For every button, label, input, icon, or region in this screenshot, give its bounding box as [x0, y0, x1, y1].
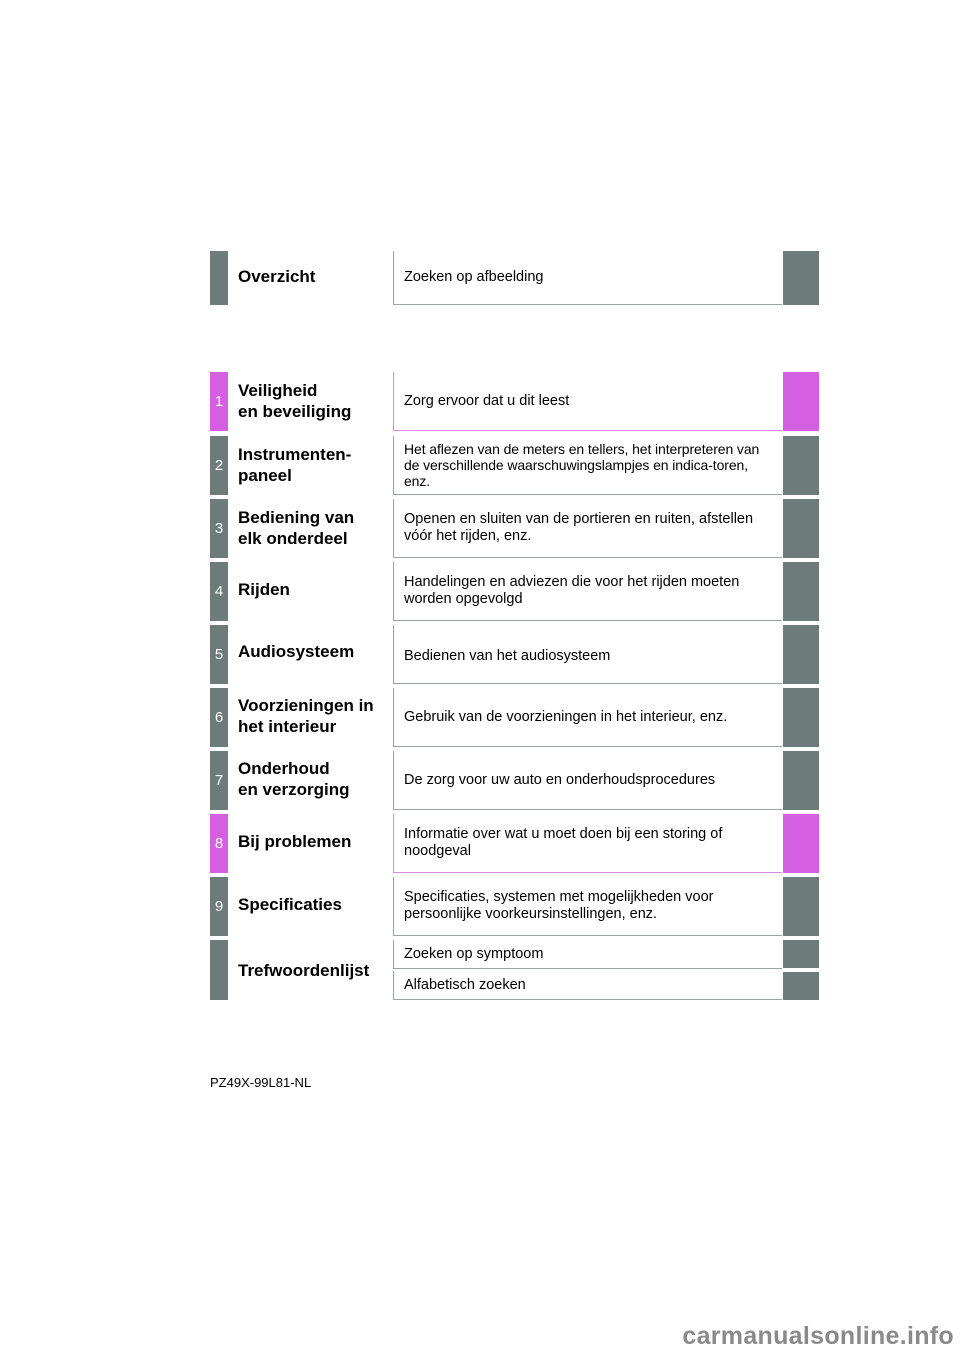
chapter-desc: Informatie over wat u moet doen bij een storing of noodgeval — [393, 814, 782, 873]
chapter-tab[interactable] — [783, 499, 819, 558]
chapter-title: Voorzieningen in het interieur — [238, 696, 374, 736]
chapter-row-6[interactable] — [210, 688, 819, 747]
chapter-tab[interactable] — [783, 562, 819, 621]
overview-tab[interactable] — [783, 251, 819, 305]
chapter-desc: Zorg ervoor dat u dit leest — [393, 372, 782, 431]
chapter-number: 6 — [210, 688, 228, 747]
chapter-tab[interactable] — [783, 688, 819, 747]
chapter-row-3[interactable] — [210, 499, 819, 558]
chapter-row-2[interactable] — [210, 436, 819, 495]
chapter-row-9[interactable] — [210, 877, 819, 936]
chapter-desc: Gebruik van de voorzieningen in het interieur, enz. — [393, 688, 782, 747]
chapter-number: 3 — [210, 499, 228, 558]
chapter-number: 1 — [210, 372, 228, 431]
chapter-number: 4 — [210, 562, 228, 621]
chapter-number: 7 — [210, 751, 228, 810]
watermark: carmanualsonline.info — [682, 1322, 954, 1350]
overview-title: Overzicht — [238, 267, 316, 286]
chapter-tab[interactable] — [783, 751, 819, 810]
chapter-title: Bij problemen — [238, 832, 352, 851]
chapter-desc: Bedienen van het audiosysteem — [393, 625, 782, 684]
index-title: Trefwoordenlijst — [238, 960, 370, 980]
index-tab-alphabetical[interactable] — [783, 972, 819, 1000]
chapter-title: Bediening van elk onderdeel — [238, 508, 355, 548]
index-tab-symptom[interactable] — [783, 940, 819, 968]
chapter-desc: Openen en sluiten van de portieren en ruiten, afstellen vóór het rijden, enz. — [393, 499, 782, 558]
chapter-row-8[interactable] — [210, 814, 819, 873]
chapter-title: Audiosysteem — [238, 642, 355, 661]
chapter-tab[interactable] — [783, 877, 819, 936]
document-code: PZ49X-99L81-NL — [210, 1075, 312, 1090]
chapter-desc: De zorg voor uw auto en onderhoudsprocedures — [393, 751, 782, 810]
chapter-desc: Specificaties, systemen met mogelijkheden voor persoonlijke voorkeursinstellingen, enz. — [393, 877, 782, 936]
chapter-desc: Het aflezen van de meters en tellers, het interpreteren van de verschillende waarschuwingslampjes en indica-toren, enz. — [393, 436, 782, 495]
chapter-title: Rijden — [238, 580, 290, 599]
chapter-number: 2 — [210, 436, 228, 495]
overview-row[interactable] — [210, 251, 819, 305]
chapter-tab[interactable] — [783, 625, 819, 684]
overview-desc: Zoeken op afbeelding — [393, 251, 782, 305]
chapter-desc: Handelingen en adviezen die voor het rijden moeten worden opgevolgd — [393, 562, 782, 621]
chapter-row-7[interactable] — [210, 751, 819, 810]
chapter-tab[interactable] — [783, 372, 819, 431]
index-marker — [210, 940, 228, 1000]
chapter-number: 9 — [210, 877, 228, 936]
index-item-symptom[interactable]: Zoeken op symptoom — [393, 940, 782, 969]
chapter-number: 5 — [210, 625, 228, 684]
chapter-tab[interactable] — [783, 814, 819, 873]
chapter-title: Onderhoud en verzorging — [238, 759, 350, 799]
chapter-title: Specificaties — [238, 895, 342, 914]
chapter-title: Veiligheid en beveiliging — [238, 381, 352, 421]
chapter-row-5[interactable] — [210, 625, 819, 684]
chapter-row-1[interactable] — [210, 372, 819, 431]
chapter-row-4[interactable] — [210, 562, 819, 621]
chapter-title: Instrumenten- paneel — [238, 445, 352, 485]
index-row — [210, 940, 819, 1000]
chapter-number: 8 — [210, 814, 228, 873]
overview-marker — [210, 251, 228, 305]
index-item-alphabetical[interactable]: Alfabetisch zoeken — [393, 971, 782, 1000]
chapter-tab[interactable] — [783, 436, 819, 495]
